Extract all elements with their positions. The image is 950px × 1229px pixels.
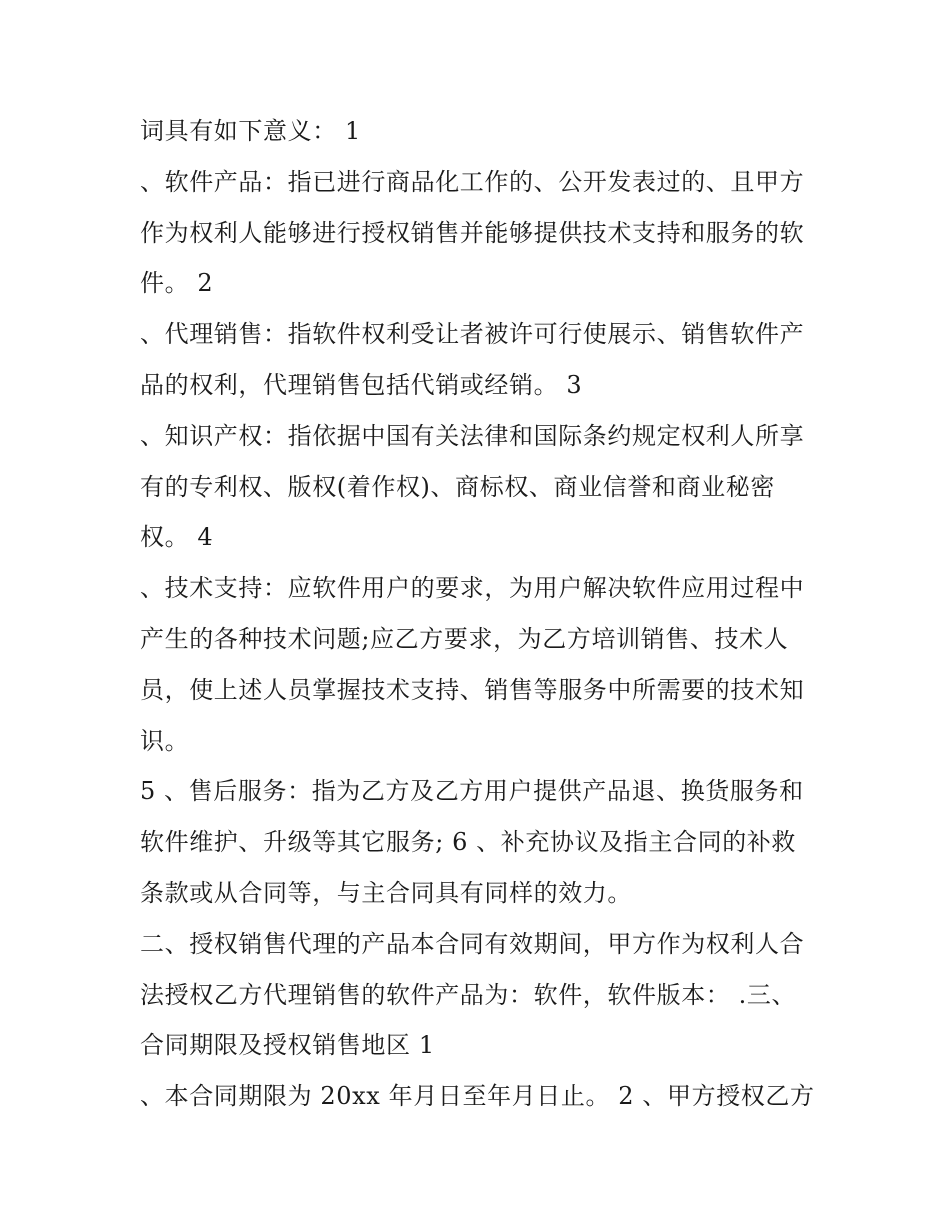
text-line: 、知识产权：指依据中国有关法律和国际条约规定权利人所享 — [140, 421, 805, 450]
text-line: 、本合同期限为 20xx 年月日至年月日止。 2 、甲方授权乙方 — [140, 1082, 815, 1111]
text-line: 员，使上述人员掌握技术支持、销售等服务中所需要的技术知 — [140, 675, 805, 704]
document-body — [140, 106, 830, 1122]
text-line: 有的专利权、版权(着作权)、商标权、商业信誉和商业秘密 — [140, 472, 775, 501]
text-line: 合同期限及授权销售地区 1 — [140, 1031, 435, 1060]
text-line: 、技术支持：应软件用户的要求，为用户解决软件应用过程中 — [140, 574, 805, 603]
text-line: 品的权利，代理销售包括代销或经销。 3 — [140, 370, 583, 399]
text-line: 法授权乙方代理销售的软件产品为：软件，软件版本： .三、 — [140, 980, 797, 1009]
text-line: 5 、售后服务：指为乙方及乙方用户提供产品退、换货服务和 — [140, 777, 804, 806]
text-line: 识。 — [140, 726, 190, 755]
text-line: 、软件产品：指已进行商品化工作的、公开发表过的、且甲方 — [140, 167, 805, 196]
text-line: 词具有如下意义： 1 — [140, 117, 361, 145]
text-line: 二、授权销售代理的产品本合同有效期间，甲方作为权利人合 — [140, 929, 805, 958]
text-line: 软件维护、升级等其它服务; 6 、补充协议及指主合同的补救 — [140, 828, 797, 857]
text-line: 件。 2 — [140, 269, 214, 298]
text-line: 、代理销售：指软件权利受让者被许可行使展示、销售软件产 — [140, 320, 805, 349]
text-line: 权。 4 — [140, 523, 214, 552]
text-line: 条款或从合同等，与主合同具有同样的效力。 — [140, 878, 632, 907]
text-line: 产生的各种技术问题;应乙方要求，为乙方培训销售、技术人 — [140, 624, 789, 653]
text-line: 作为权利人能够进行授权销售并能够提供技术支持和服务的软 — [140, 218, 805, 247]
